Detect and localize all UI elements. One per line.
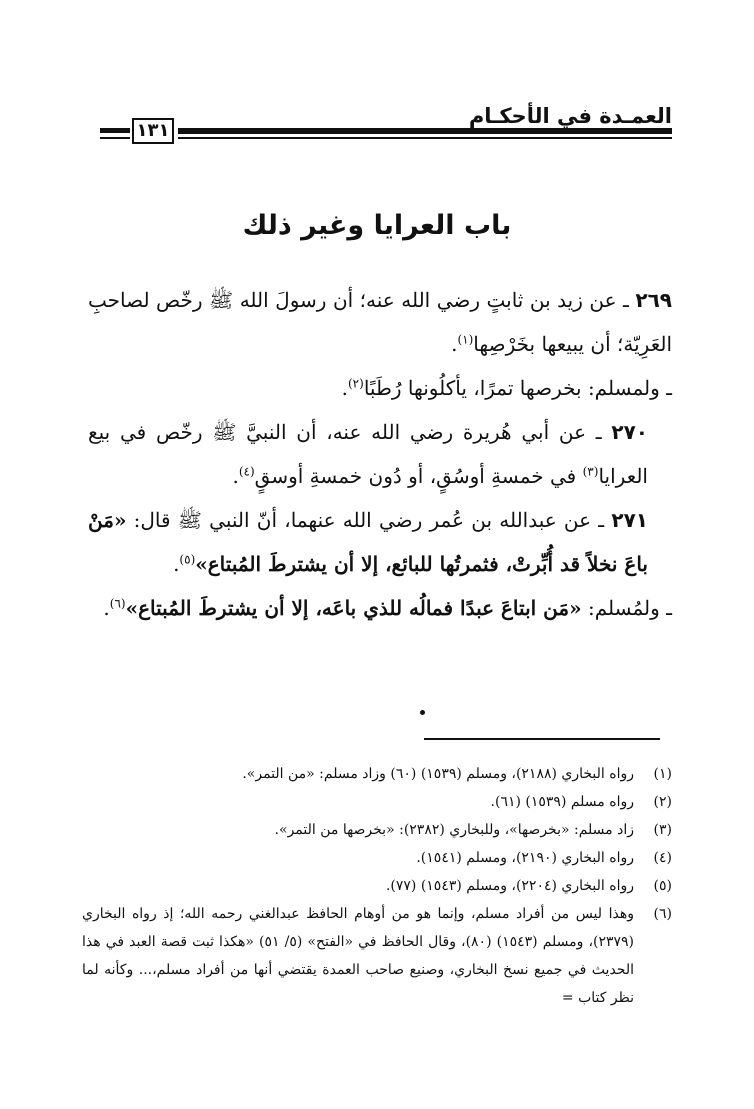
footnote xyxy=(82,816,672,844)
header-rule-left-thin xyxy=(100,137,130,139)
hadith-number: ٢٧١ xyxy=(611,508,648,532)
hadith-269: ٢٦٩ ـ عن زيد بن ثابتٍ رضي الله عنه؛ أن رسولَ الله ﷺ رخّص لصاحبِ العَرِيّة؛ أن يبيعها بخَرْصِها$^{(١)}$. xyxy=(88,288,672,356)
hadith-number: ٢٧٠ xyxy=(611,420,648,444)
footnote-text: رواه البخاري (٢١٨٨)، ومسلم (١٥٣٩) (٦٠) وزاد مسلم: «من التمر». xyxy=(242,766,634,782)
footnote-text: رواه البخاري (٢٢٠٤)، ومسلم (١٥٤٣) (٧٧). xyxy=(385,878,634,894)
hadith-text: ـ عن أبي هُريرة رضي الله عنه، أن النبيَّ ﷺ رخّص في بيع العرايا xyxy=(88,420,648,488)
footnote-ref: (١) xyxy=(457,332,474,347)
footnote-number: (١) xyxy=(653,766,672,782)
hadith-text: ـ عن زيد بن ثابتٍ رضي الله عنه؛ أن رسولَ الله ﷺ رخّص لصاحبِ العَرِيّة؛ أن يبيعها بخَرْصِها xyxy=(88,288,672,356)
chapter-title: باب العرايا وغير ذلك xyxy=(242,210,512,241)
page-number: ١٣١ xyxy=(132,118,174,144)
hadith-number: ٢٦٩ xyxy=(635,288,672,312)
header-rule-thin xyxy=(178,137,672,139)
footnote-ref: (٦) xyxy=(109,596,126,611)
header-rule-thick xyxy=(178,128,672,134)
header-rule-left-thick xyxy=(100,128,130,133)
footnote-number: (٥) xyxy=(653,878,672,894)
footnote xyxy=(82,844,672,872)
footnote xyxy=(82,760,672,788)
hadith-text: في خمسةِ أوسُقٍ، أو دُون خمسةِ أوسقٍ xyxy=(254,464,583,488)
main-text xyxy=(88,278,672,630)
footnote-number: (٤) xyxy=(653,850,672,866)
section-dot xyxy=(420,710,425,715)
footnotes xyxy=(82,760,672,1012)
footnote-number: (٦) xyxy=(653,906,672,922)
footnote-text: زاد مسلم: «بخرصها»، وللبخاري (٢٣٨٢): «بخرصها من التمر». xyxy=(274,822,634,838)
hadith-270: ٢٧٠ ـ عن أبي هُريرة رضي الله عنه، أن النبيَّ ﷺ رخّص في بيع العرايا$^{(٣)}$ في خمسةِ أوسُقٍ، أو دُون خمسةِ أوسقٍ$^{(٤)}$. xyxy=(88,420,648,488)
footnote xyxy=(82,788,672,816)
footnote-ref: (٣) xyxy=(582,464,599,479)
footnote-ref: (٤) xyxy=(238,464,255,479)
hadith-text: ـ ولمسلم: بخرصها تمرًا، يأكلُونها رُطَبًا xyxy=(363,376,672,400)
hadith-271: ٢٧١ ـ عن عبدالله بن عُمر رضي الله عنهما، أنّ النبي ﷺ قال: «مَنْ باعَ نخلاً قد أُبِّرتْ، فثمرتُها للبائع، إلا أن يشترطَ المُبتاع»$^{(٥)}$. xyxy=(88,508,648,576)
hadith-text: ـ عن عبدالله بن عُمر رضي الله عنهما، أنّ النبي ﷺ قال: xyxy=(126,508,612,532)
running-header-title: العمـدة في الأحكـام xyxy=(468,104,672,128)
footnote-text: وهذا ليس من أفراد مسلم، وإنما هو من أوهام الحافظ عبدالغني رحمه الله؛ إذ رواه البخاري (٢٣٧٩)، ومسلم (١٥٤٣) (٨٠)، وقال الحافظ في «الفتح» (٥/ ٥١) «هكذا ثبت قصة العبد في هذا الحديث في جميع نسخ البخاري، وصنيع صاحب العمدة يقتضي أنها من أفراد مسلم،... وكأنه لما نظر كتاب = xyxy=(82,906,634,1006)
hadith-269-muslim: ـ ولمسلم: بخرصها تمرًا، يأكلُونها رُطَبًا$^{(٢)}$. xyxy=(341,376,672,400)
footnote-ref: (٥) xyxy=(179,552,196,567)
hadith-quote: «مَنْ باعَ نخلاً قد أُبِّرتْ، فثمرتُها للبائع، إلا أن يشترطَ المُبتاع» xyxy=(88,508,648,576)
footnote-number: (٣) xyxy=(653,822,672,838)
footnote-text: رواه مسلم (١٥٣٩) (٦١). xyxy=(490,794,634,810)
footnote-text: رواه البخاري (٢١٩٠)، ومسلم (١٥٤١). xyxy=(416,850,634,866)
footnote xyxy=(82,900,672,1012)
footnote xyxy=(82,872,672,900)
hadith-271-muslim: ـ ولمُسلم: «مَن ابتاعَ عبدًا فمالُه للذي باعَه، إلا أن يشترطَ المُبتاع»$^{(٦)}$. xyxy=(103,596,672,620)
hadith-quote: «مَن ابتاعَ عبدًا فمالُه للذي باعَه، إلا أن يشترطَ المُبتاع» xyxy=(125,596,582,620)
hadith-text: ـ ولمُسلم: xyxy=(581,596,672,620)
footnote-separator xyxy=(424,738,660,740)
footnote-ref: (٢) xyxy=(347,376,364,391)
footnote-number: (٢) xyxy=(653,794,672,810)
